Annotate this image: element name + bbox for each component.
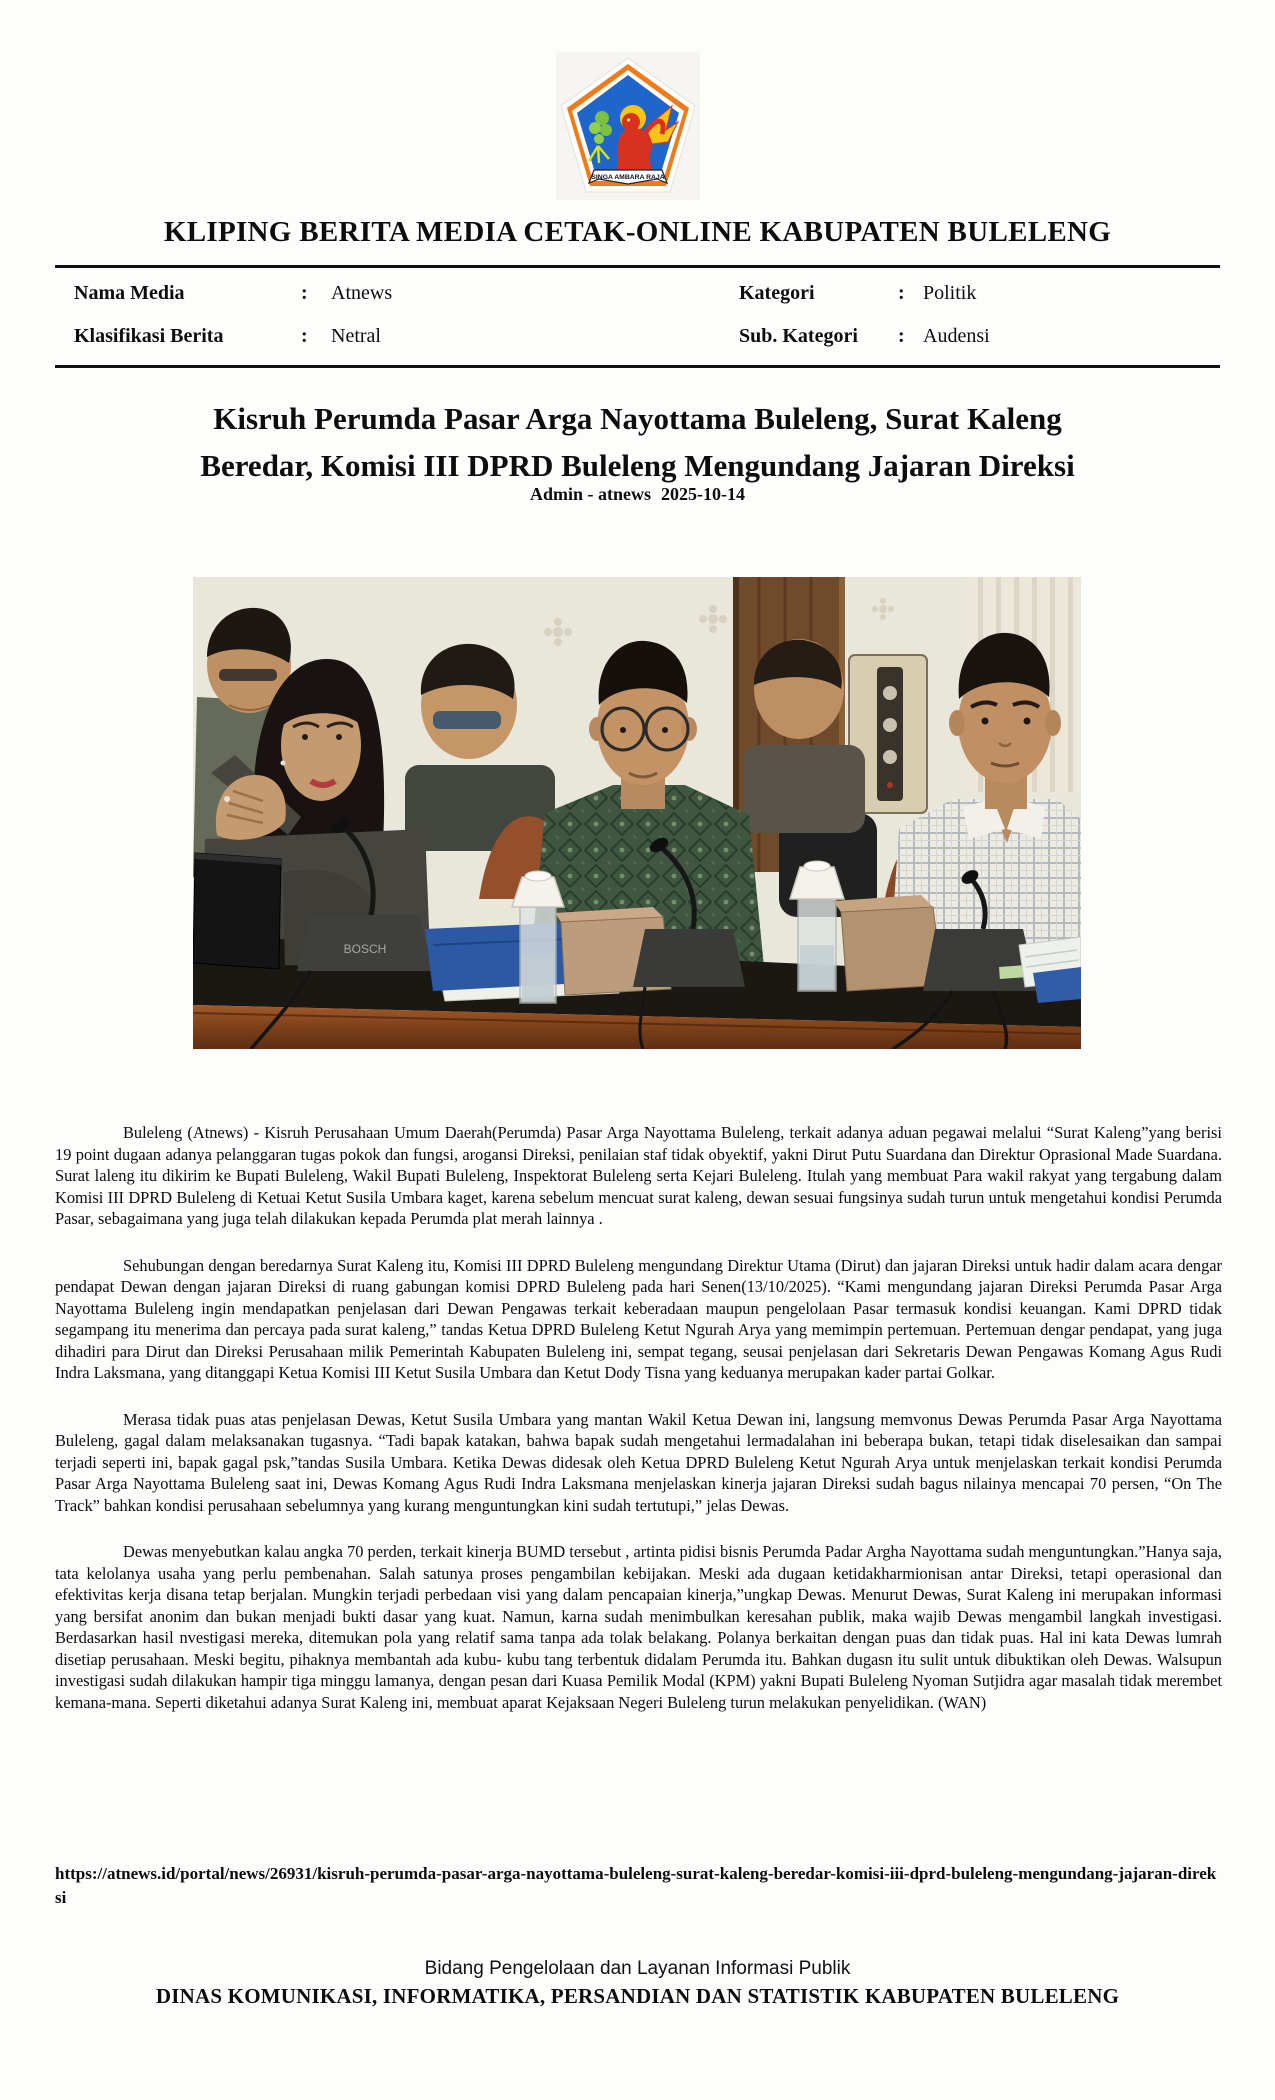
article-paragraph-4: Dewas menyebutkan kalau angka 70 perden, terkait kinerja BUMD tersebut , artinta pidisi bisnis Perumda Padar Argha Nayottama sudah menguntungkan.”Hanya saja, tata kelolanya usaha yang perlu pembenahan. Salah satunya proses pengambilan kebijakan. Meski ada dugaan ketidakharmionisan antar Direksi, tetapi operasional dan efektivitas kerja disana tetap berjalan. Mungkin terjadi perbedaan visi yang dalam pencapaian kinerja,”ungkap Dewas. Menurut Dewas, Surat Kaleng ini merupakan informasi yang bersifat anonim dan bukan menjadi bukti dasar yang kuat. Namun, karna sudah menimbulkan keresahan publik, maka wajib Dewas mengambil langkah investigasi. Berdasarkan hasil nvestigasi mereka, ditemukan pola yang relatif sama tanpa ada tolak belakang. Polanya berkaitan dengan puas dan tidak puas. Hal ini kata Dewas lumrah disetiap perusahaan. Meski begitu, pihaknya membantah ada kubu- kubu tang terbentuk didalam Perumda itu. Bahkan dugasn itu sulit untuk dibuktikan oleh Dewas. Walsupun investigasi sudah dilakukan hampir tiga minggu lamanya, dengan pesan dari Kuasa Pemilik Modal (KPM) yakni Bupati Buleleng Nyoman Sutjidra agar masalah tidak merembet kemana-mana. Seperti diketahui adanya Surat Kaleng ini, membuat aparat Kejaksaan Negeri Buleleng turun melakukan penyelidikan. (WAN) [55,1542,1222,1712]
footer-division: Bidang Pengelolaan dan Layanan Informasi Publik [424,1958,851,1979]
article-title [40,395,1235,489]
footer-agency: DINAS KOMUNIKASI, INFORMATIKA, PERSANDIAN DAN STATISTIK KABUPATEN BULELENG [155,1984,1120,2008]
banner-text: SINGA AMBARA RAJA [591,174,665,181]
meta-row-1 [55,282,1220,308]
meta-label-sub-kategori: Sub. Kategori [739,325,858,347]
header-divider-bottom [55,365,1220,368]
article-title-line-1: Kisruh Perumda Pasar Arga Nayottama Buleleng, Surat Kaleng [213,401,1062,436]
meta-colon: : [898,325,905,347]
meta-row-2 [55,325,1220,351]
water-glass-left [512,871,564,1003]
meta-value-klasifikasi: Netral [331,325,381,347]
article-paragraph-2: Sehubungan dengan beredarnya Surat Kaleng itu, Komisi III DPRD Buleleng mengundang Direktur Utama (Dirut) dan jajaran Direksi untuk hadir dalam acara dengar pendapat Dewan dengan jajaran Direksi di ruang gabungan komisi DPRD Buleleng pada hari Senen(13/10/2025). “Kami mengundang jajaran Direksi Perumda Pasar Arga Nayottama Buleleng ingin mendapatkan penjelasan dari Dewan Pengawas terkait keberadaan maupun pengelolaan Pasar termasuk kondisi keuangan. Kami DPRD tidak segampang itu menerima dan percaya pada surat kaleng,” tandas Ketua DPRD Buleleng Ketut Ngurah Arya yang memimpin pertemuan. Pertemuan dengar pendapat, yang juga dihadiri para Dirut dan Direksi Perusahaan milik Pemerintah Kabupaten Buleleng ini, sempat tegang, seusai penjelasan dari Sekretaris Dewan Pengawas Komang Agus Rudi Indra Laksmana, yang ditanggapi Ketua Komisi III Ketut Susila Umbara dan Ketut Dody Tisna yang keduanya merupakan kader partai Golkar. [55,1255,1222,1382]
water-glass-right [790,861,844,991]
meta-label-nama-media: Nama Media [74,282,185,304]
mic-brand-label: BOSCH [343,942,387,956]
meta-label-klasifikasi: Klasifikasi Berita [74,325,224,347]
buleleng-regency-logo [556,52,700,200]
article-body [55,1122,1222,1738]
meeting-photo-illustration [193,577,1081,1049]
meta-value-sub-kategori: Audensi [923,325,990,347]
article-paragraph-3: Merasa tidak puas atas penjelasan Dewas, Ketut Susila Umbara yang mantan Wakil Ketua Dewan ini, langsung memvonus Dewas Perumda Pasar Arga Nayottama Buleleng, gagal dalam melaksanakan tugasnya. “Tadi bapak katakan, bahwa bapak sudah mengetahui lermadalahan ini beberapa bukan, tetapi tidak diselesaikan dan sampai terjadi seperti ini, bapak gagal psk,”tandas Susila Umbara. Ketika Dewas didesak oleh Ketua DPRD Buleleng Ketut Ngurah Arya untuk menjelaskan terkait kondisi Perumda Pasar Arga Nayottama Buleleng saat ini, Dewas Komang Agus Rudi Indra Laksmana menjelaskan kinerja jajaran Direksi sudah bagus nilainya mencapai 70 persen, “On The Track” bahkan kondisi perusahaan sebelumnya yang kurang menguntungkan kini sudah tertutupi,” jelas Dewas. [55,1409,1222,1515]
header-divider-top [55,265,1220,268]
article-byline [0,484,1275,505]
article-photo [193,577,1081,1049]
singa-ambara-raja-emblem-icon [558,56,698,196]
byline-date: 2025-10-14 [661,484,745,504]
meta-value-kategori: Politik [923,282,977,304]
meta-colon: : [301,282,308,304]
byline-author: Admin - atnews [529,484,651,504]
meta-label-kategori: Kategori [739,282,815,304]
article-title-line-2: Beredar, Komisi III DPRD Buleleng Mengundang Jajaran Direksi [200,448,1075,483]
meta-colon: : [898,282,905,304]
source-url[interactable]: https://atnews.id/portal/news/26931/kisruh-perumda-pasar-arga-nayottama-buleleng-surat-kaleng-beredar-komisi-iii-dprd-buleleng-mengundang-jajaran-direksi [55,1864,1217,1907]
meta-value-nama-media: Atnews [331,282,393,304]
laptop [193,853,281,969]
meta-colon: : [301,325,308,347]
article-paragraph-1: Buleleng (Atnews) - Kisruh Perusahaan Umum Daerah(Perumda) Pasar Arga Nayottama Buleleng, terkait adanya aduan pegawai melalui “Surat Kaleng”yang berisi 19 point dugaan adanya pelanggaran tugas pokok dan fungsi, arogansi Direksi, penilaian staf tidak obyektif, yakni Dirut Putu Suardana dan Direktur Oprasional Made Suardana. Surat laleng itu dikirim ke Bupati Buleleng, Wakil Bupati Buleleng, Inspektorat Buleleng serta Kejari Buleleng. Itulah yang membuat Para wakil rakyat yang tergabung dalam Komisi III DPRD Buleleng di Ketuai Ketut Susila Umbara kaget, karena sebelum mencuat surat kaleng, dewan sesuai fungsinya sudah turun untuk mengetahui kondisi Perumda Pasar, sebagaimana yang juga telah dilakukan kepada Perumda plat merah lainnya . [55,1123,1222,1228]
document-title: KLIPING BERITA MEDIA CETAK-ONLINE KABUPATEN BULELENG [163,216,1112,248]
